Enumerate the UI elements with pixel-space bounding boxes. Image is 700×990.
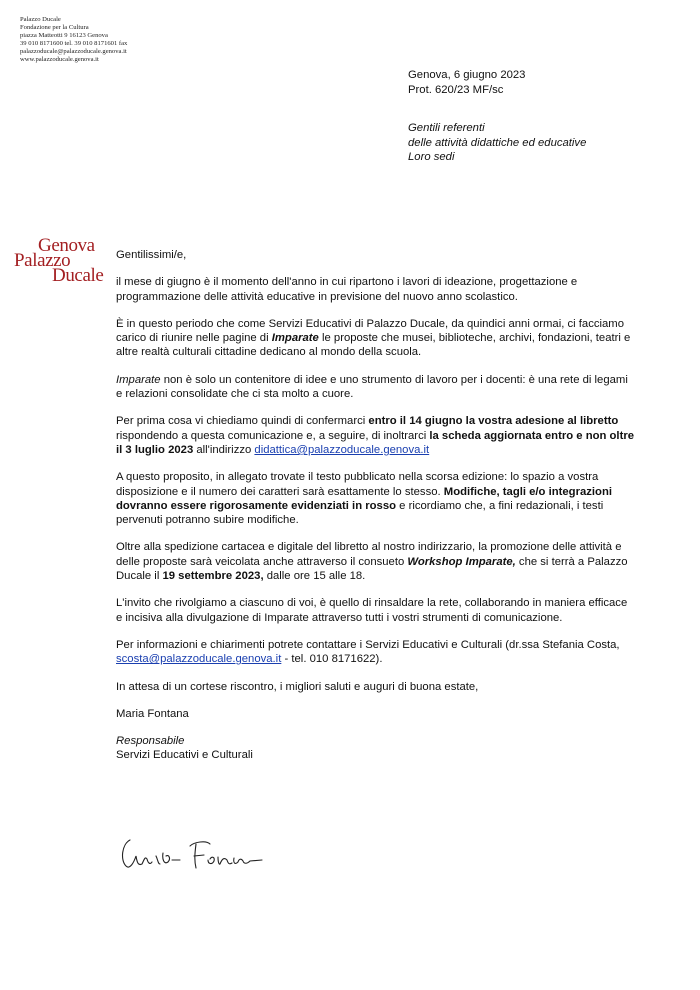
paragraph-2: È in questo periodo che come Servizi Educativi di Palazzo Ducale, da quindici anni ormai, ci facciamo carico di riunire nelle pagine di Imparate le proposte che musei, biblioteche, archivi, fondazioni, teatri e altre realtà culturali cittadine dedicano al mondo della scuola.: [116, 317, 631, 359]
scosta-email-link[interactable]: scosta@palazzoducale.genova.it: [116, 653, 282, 666]
greeting: Gentilissimi/e,: [116, 249, 187, 261]
signer-department: Servizi Educativi e Culturali: [116, 749, 253, 762]
letterhead: [20, 16, 127, 64]
paragraph-5: A questo proposito, in allegato trovate il testo pubblicato nella scorsa edizione: lo spazio a vostra disposizione e il numero dei caratteri sarà esattamente lo stesso. Modifiche, tagli e/o integrazioni dovranno essere rigorosamente evidenziati in rosso e ricordiamo che, a fini redazionali, i testi pervenuti potranno subire modifiche.: [116, 471, 612, 527]
letter-body: [116, 248, 636, 763]
paragraph-3: Imparate non è solo un contenitore di idee e uno strumento di lavoro per i docenti: è una rete di legami e relazioni consolidate che ci sta molto a cuore.: [116, 373, 628, 401]
closing: In attesa di un cortese riscontro, i migliori saluti e auguri di buona estate,: [116, 680, 479, 693]
paragraph-4: Per prima cosa vi chiediamo quindi di confermarci entro il 14 giugno la vostra adesione al libretto rispondendo a questa comunicazione e, a seguire, di inoltrarci la scheda aggiornata entro e non oltre il 3 luglio 2023 all'indirizzo didattica@palazzoducale.genova.it: [116, 415, 635, 456]
letterhead-line: Palazzo Ducale: [20, 16, 61, 23]
didattica-email-link[interactable]: didattica@palazzoducale.genova.it: [254, 443, 430, 456]
signer-name: Maria Fontana: [116, 707, 189, 720]
letterhead-email: palazzoducale@palazzoducale.genova.it: [20, 48, 127, 55]
imparate-title: Imparate: [271, 332, 319, 345]
recipient-line: Loro sedi: [408, 151, 455, 164]
protocol-number: Prot. 620/23 MF/sc: [408, 83, 504, 96]
logo-line-genova: Genova: [38, 235, 95, 256]
workshop-title: Workshop Imparate,: [407, 555, 516, 568]
logo-line-palazzo: Palazzo: [14, 250, 71, 271]
paragraph-7: L'invito che rivolgiamo a ciascuno di voi, è quello di rinsaldare la rete, collaborando in maniera efficace e incisiva alla divulgazione di Imparate attraverso tutti i vostri strumenti di comunicazione.: [116, 597, 628, 624]
recipients: [408, 121, 586, 165]
recipient-line: Gentili referenti: [408, 122, 485, 135]
palazzo-ducale-logo: [14, 235, 124, 298]
paragraph-8: Per informazioni e chiarimenti potrete contattare i Servizi Educativi e Culturali (dr.ssa Stefania Costa, scosta@palazzoducale.genova.it - tel. 010 8171622).: [116, 638, 620, 666]
recipient-line: delle attività didattiche ed educative: [408, 136, 587, 149]
date-and-recipients: [408, 68, 586, 165]
letter-date: Genova, 6 giugno 2023: [408, 69, 526, 81]
handwritten-signature: [116, 826, 266, 878]
letterhead-line: piazza Matteotti 9 16123 Genova: [20, 32, 108, 39]
signer-title: [116, 734, 636, 763]
letterhead-line: 39 010 8171600 tel. 39 010 8171601 fax: [20, 40, 128, 47]
paragraph-6: Oltre alla spedizione cartacea e digitale del libretto al nostro indirizzario, la promozione delle attività e delle proposte sarà veicolata anche attraverso il consueto Workshop Imparate, che si terrà a Palazzo Ducale il 19 settembre 2023, dalle ore 15 alle 18.: [116, 541, 628, 583]
letterhead-website: www.palazzoducale.genova.it: [20, 56, 99, 63]
signer-role: Responsabile: [116, 735, 185, 748]
paragraph-1: il mese di giugno è il momento dell'anno in cui ripartono i lavori di ideazione, progettazione e programmazione delle attività educative in previsione del nuovo anno scolastico.: [116, 276, 578, 303]
letterhead-line: Fondazione per la Cultura: [20, 24, 89, 31]
logo-line-ducale: Ducale: [52, 265, 104, 286]
imparate-title: Imparate: [116, 373, 161, 386]
